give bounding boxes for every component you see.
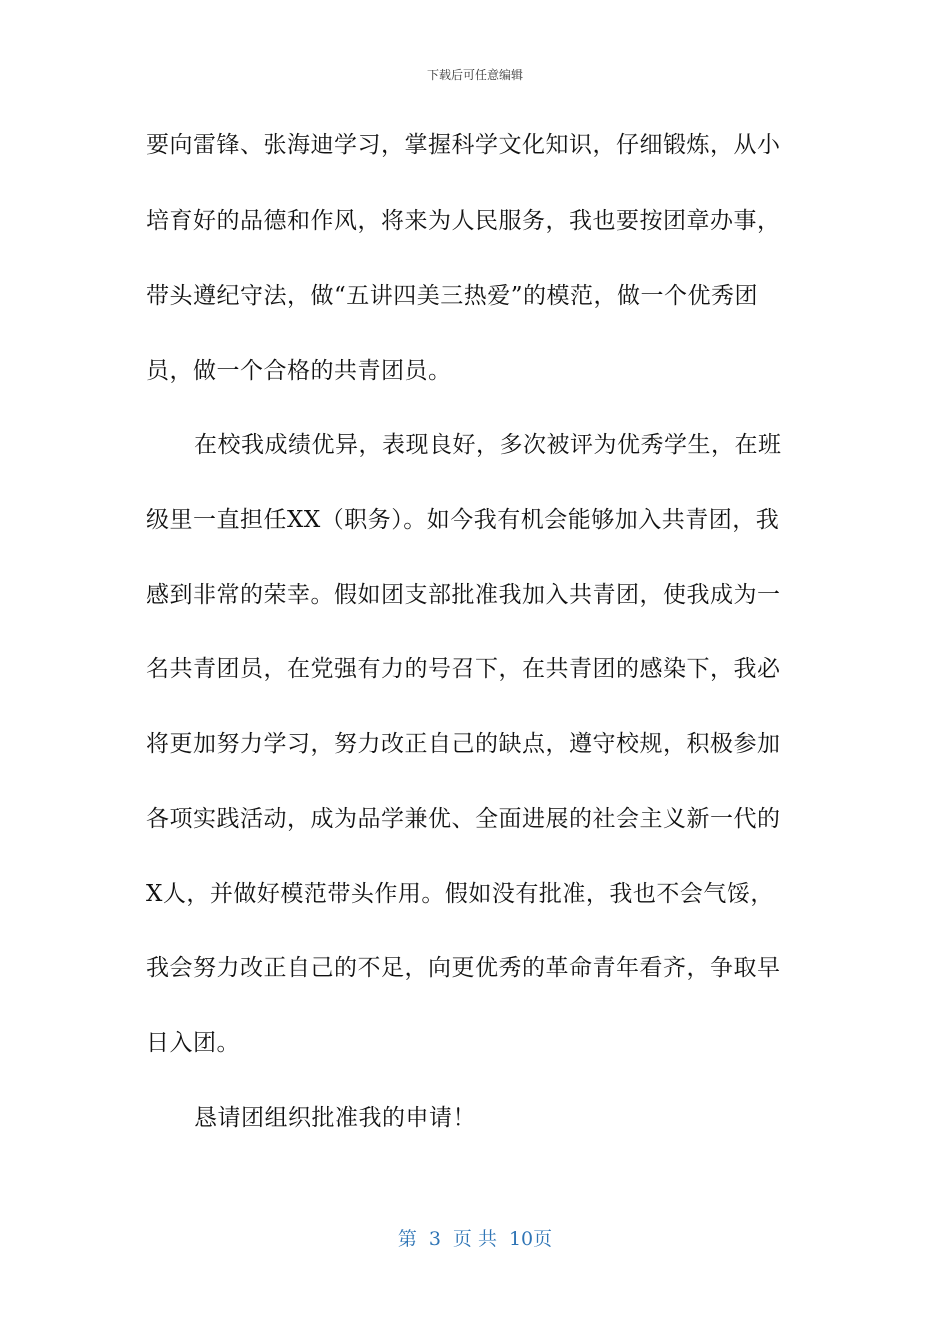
- footer-prefix: 第: [397, 1228, 417, 1250]
- text-line: 级里一直担任XX（职务）。如今我有机会能够加入共青团，我: [146, 507, 780, 533]
- text-line: 将更加努力学习，努力改正自己的缺点，遵守校规，积极参加: [146, 731, 781, 757]
- text-line: 培育好的品德和作风，将来为人民服务，我也要按团章办事，: [146, 208, 781, 234]
- total-page-number: 10: [508, 1228, 534, 1250]
- text-line: 各项实践活动，成为品学兼优、全面进展的社会主义新一代的: [146, 806, 781, 832]
- text-line: 名共青团员，在党强有力的号召下，在共青团的感染下，我必: [146, 656, 781, 682]
- text-line: 员，做一个合格的共青团员。: [146, 358, 452, 384]
- paragraph-first-line: 在校我成绩优异，表现良好，多次被评为优秀学生，在班: [194, 432, 782, 458]
- footer-middle: 页 共: [452, 1228, 497, 1250]
- text-line: X人，并做好模范带头作用。假如没有批准，我也不会气馁，: [146, 881, 774, 907]
- current-page-number: 3: [428, 1228, 441, 1250]
- text-line: 我会努力改正自己的不足，向更优秀的革命青年看齐，争取早: [146, 955, 781, 981]
- text-line: 带头遵纪守法，做“五讲四美三热爱”的模范，做一个优秀团: [146, 283, 759, 309]
- text-line: 日入团。: [146, 1030, 240, 1056]
- page-header: 下载后可任意编辑: [426, 68, 523, 82]
- footer-suffix: 页: [533, 1228, 553, 1250]
- text-line: 感到非常的荣幸。假如团支部批准我加入共青团，使我成为一: [146, 582, 781, 608]
- page-number-footer: [0, 1226, 950, 1252]
- closing-request-line: 恳请团组织批准我的申请！: [194, 1105, 476, 1131]
- text-line: 要向雷锋、张海迪学习，掌握科学文化知识，仔细锻炼，从小: [146, 132, 781, 158]
